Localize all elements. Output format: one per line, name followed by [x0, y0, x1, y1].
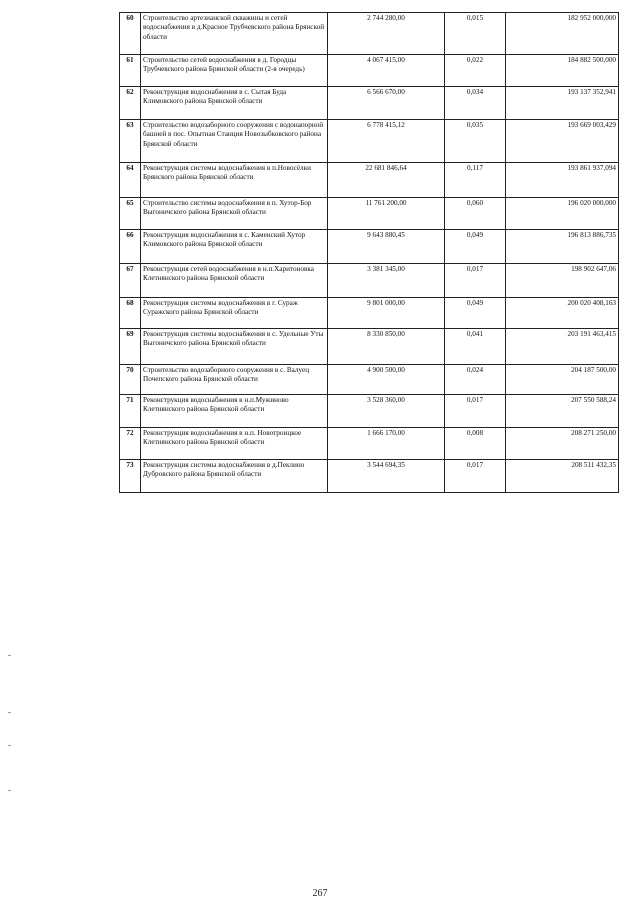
row-number: 73 — [120, 460, 141, 493]
row-number: 67 — [120, 264, 141, 298]
project-name: Строительство водозаборного сооружения с водонапорной башней в пос. Опытная Станция Новозыбковского района Брянской области — [141, 120, 328, 163]
project-name: Реконструкция сетей водоснабжения в н.п.Харитоновка Клетнянского района Брянской области — [141, 264, 328, 298]
row-number: 65 — [120, 198, 141, 230]
project-cost: 1 666 170,00 — [328, 428, 445, 460]
row-number: 61 — [120, 55, 141, 87]
project-share: 0,017 — [445, 395, 506, 428]
row-number: 63 — [120, 120, 141, 163]
table-row — [120, 87, 619, 120]
project-share: 0,049 — [445, 230, 506, 264]
project-share: 0,060 — [445, 198, 506, 230]
row-number: 69 — [120, 329, 141, 365]
table-row — [120, 298, 619, 329]
table-row — [120, 460, 619, 493]
row-number: 72 — [120, 428, 141, 460]
table-row — [120, 55, 619, 87]
table-row — [120, 395, 619, 428]
project-name: Реконструкция водоснабжения в н.п.Мужиново Клетнянского района Брянской области — [141, 395, 328, 428]
project-share: 0,015 — [445, 13, 506, 55]
table-row — [120, 198, 619, 230]
page-number: 267 — [312, 888, 328, 899]
project-name: Реконструкция системы водоснабжения в д.Пеклино Дубровского района Брянской области — [141, 460, 328, 493]
project-cost: 6 566 670,00 — [328, 87, 445, 120]
project-cost: 11 761 200,00 — [328, 198, 445, 230]
project-cost: 3 381 345,00 — [328, 264, 445, 298]
project-share: 0,041 — [445, 329, 506, 365]
row-number: 68 — [120, 298, 141, 329]
project-name: Реконструкция водоснабжения в н.п. Новотроицкое Клетнянского района Брянской области — [141, 428, 328, 460]
scan-margin-mark — [8, 790, 11, 791]
project-cost: 2 744 280,00 — [328, 13, 445, 55]
project-share: 0,034 — [445, 87, 506, 120]
project-share: 0,035 — [445, 120, 506, 163]
project-cost: 9 643 880,45 — [328, 230, 445, 264]
project-cost: 8 330 850,00 — [328, 329, 445, 365]
table-body — [120, 13, 619, 493]
project-share: 0,017 — [445, 460, 506, 493]
project-share: 0,022 — [445, 55, 506, 87]
project-share: 0,017 — [445, 264, 506, 298]
project-cost: 9 801 000,00 — [328, 298, 445, 329]
project-share: 0,024 — [445, 365, 506, 395]
project-cost: 4 067 415,00 — [328, 55, 445, 87]
row-number: 70 — [120, 365, 141, 395]
cumulative-total: 204 187 500,00 — [506, 365, 619, 395]
table-row — [120, 230, 619, 264]
cumulative-total: 208 271 250,00 — [506, 428, 619, 460]
row-number: 64 — [120, 163, 141, 198]
row-number: 66 — [120, 230, 141, 264]
cumulative-total: 208 511 432,35 — [506, 460, 619, 493]
row-number: 60 — [120, 13, 141, 55]
cumulative-total: 196 813 886,735 — [506, 230, 619, 264]
table-row — [120, 264, 619, 298]
scan-margin-mark — [8, 745, 11, 746]
project-share: 0,049 — [445, 298, 506, 329]
project-cost: 3 544 694,35 — [328, 460, 445, 493]
cumulative-total: 198 902 647,06 — [506, 264, 619, 298]
table-row — [120, 120, 619, 163]
project-name: Реконструкция системы водоснабжения в г. Сураж Суражского района Брянской области — [141, 298, 328, 329]
project-name: Строительство системы водоснабжения в п. Хутор-Бор Выгоничского района Брянской области — [141, 198, 328, 230]
project-cost: 22 681 846,64 — [328, 163, 445, 198]
cumulative-total: 196 020 000,000 — [506, 198, 619, 230]
project-name: Строительство сетей водоснабжения в д. Городцы Трубчевского района Брянской области (2-я очередь) — [141, 55, 328, 87]
project-name: Реконструкция водоснабжения в с. Сытая Буда Климовского района Брянской области — [141, 87, 328, 120]
cumulative-total: 182 952 000,000 — [506, 13, 619, 55]
scan-margin-mark — [8, 712, 11, 713]
cumulative-total: 193 669 003,429 — [506, 120, 619, 163]
table-row — [120, 13, 619, 55]
cumulative-total: 203 191 463,415 — [506, 329, 619, 365]
cumulative-total: 207 550 588,24 — [506, 395, 619, 428]
table-row — [120, 163, 619, 198]
project-cost: 6 778 415,12 — [328, 120, 445, 163]
project-name: Строительство артезианской скважины и сетей водоснабжения в д.Красное Трубчевского района Брянской области — [141, 13, 328, 55]
table-row — [120, 329, 619, 365]
project-name: Реконструкция системы водоснабжения в п.Новосёлки Брянского района Брянской области — [141, 163, 328, 198]
project-share: 0,008 — [445, 428, 506, 460]
cumulative-total: 193 861 937,094 — [506, 163, 619, 198]
row-number: 71 — [120, 395, 141, 428]
scan-margin-mark — [8, 655, 11, 656]
water-supply-projects-table — [119, 12, 619, 493]
project-name: Строительство водозаборного сооружения в с. Валуец Почепского района Брянской области — [141, 365, 328, 395]
cumulative-total: 184 882 500,000 — [506, 55, 619, 87]
project-name: Реконструкция водоснабжения в с. Каменский Хутор Климовского района Брянской области — [141, 230, 328, 264]
row-number: 62 — [120, 87, 141, 120]
project-cost: 3 528 360,00 — [328, 395, 445, 428]
cumulative-total: 193 137 352,941 — [506, 87, 619, 120]
cumulative-total: 200 020 408,163 — [506, 298, 619, 329]
project-cost: 4 900 500,00 — [328, 365, 445, 395]
project-name: Реконструкция системы водоснабжения в с. Удельные Уты Выгоничского района Брянской области — [141, 329, 328, 365]
table-row — [120, 428, 619, 460]
table-row — [120, 365, 619, 395]
project-share: 0,117 — [445, 163, 506, 198]
